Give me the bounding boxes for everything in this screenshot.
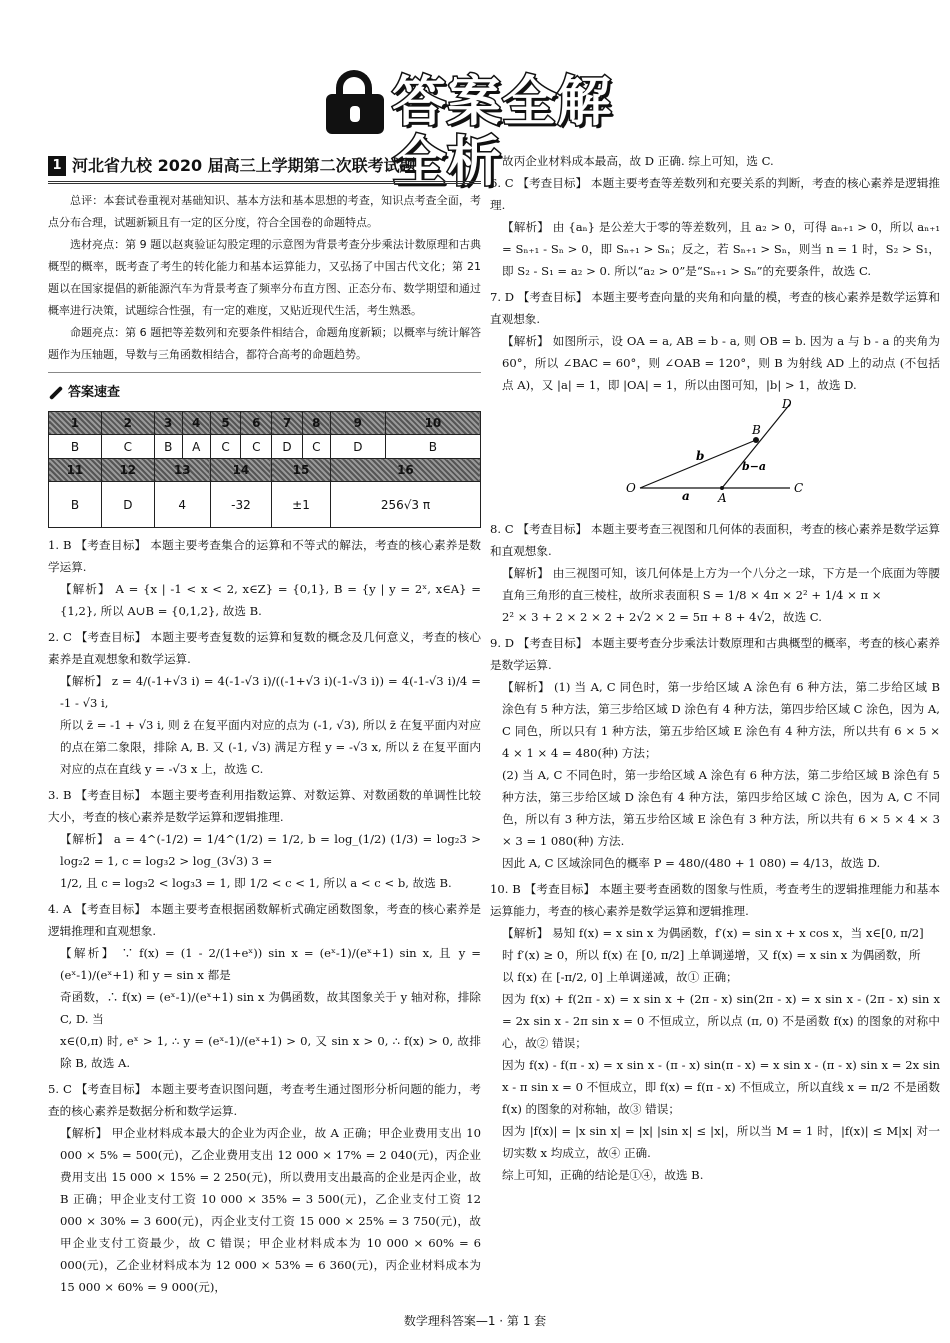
label-b-minus-a: b−a [742, 460, 767, 473]
analysis-text: 【解析】 由三视图可知，该几何体是上方为一个八分之一球，下方是一个底面为等腰直角三角形的直三棱柱，故所求表面积 S = 1/8 × 4π × 2² + 1/4 × π × [502, 566, 940, 602]
label-D: D [782, 398, 792, 411]
banner-title: 答案全解全析 [392, 70, 612, 193]
goal-text: 9. D 【考查目标】 本题主要考查分步乘法计数原理和古典概型的概率，考查的核心素养是数学运算. [490, 636, 940, 672]
summary-material: 选材亮点：第 9 题以赵爽验证勾股定理的示意图为背景考查分步乘法计数原理和古典概型的概率，既考查了考生的转化能力和基本运算能力，又弘扬了中国古代文化；第 21 题以在国家提倡的新能源汽车为背景考查了频率分布直方图、正态分布、数学期望和通过概率进行决策，试题综合性强，有一定的难度，又贴近现代生活，考生熟悉。 [48, 238, 481, 317]
summary-overall: 总评：本套试卷重视对基础知识、基本方法和基本思想的考查，知识点考查全面，考点分布合理，试题新颖且有一定的区分度，符合全国卷的命题特点。 [48, 194, 481, 229]
table-cell: ±1 [272, 482, 331, 528]
label-A: A [718, 491, 727, 503]
table-cell: -32 [210, 482, 272, 528]
answer-head-row-2 [49, 459, 481, 482]
solution-2 [48, 626, 481, 780]
analysis-text: 【解析】 a = 4^(-1/2) = 1/4^(1/2) = 1/2, b = log_(1/2) (1/3) = log₂3 > log₂2 = 1, c = log₃2 > log_(3√3) 3 = [60, 832, 481, 868]
solution-1 [48, 534, 481, 622]
table-cell: 4 [154, 482, 210, 528]
table-cell: 7 [272, 412, 303, 435]
summary-highlight: 命题亮点：第 6 题把等差数列和充要条件相结合，命题角度新颖；以概率与统计解答题作为压轴题，导数与三角函数相结合，都符合高考的命题趋势。 [48, 326, 481, 361]
quick-answer-label: 答案速查 [68, 385, 121, 400]
table-cell: B [385, 435, 480, 459]
analysis-text: 奇函数，∴ f(x) = (eˣ-1)/(eˣ+1) sin x 为偶函数，故其图象关于 y 轴对称，排除 C, D. 当 [60, 990, 481, 1026]
table-cell: 9 [330, 412, 385, 435]
table-cell: 5 [210, 412, 241, 435]
answer-value-row-2 [49, 482, 481, 528]
pen-icon [49, 386, 63, 400]
analysis-text: 以 f(x) 在 [-π/2, 0] 上单调递减，故① 正确； [502, 970, 738, 984]
analysis-text: 【解析】 易知 f(x) = x sin x 为偶函数，f′(x) = sin x + x cos x，当 x∈[0, π/2] [502, 926, 924, 940]
analysis-text: 因为 f(x) - f(π - x) = x sin x - (π - x) sin(π - x) = x sin x - (π - x) sin x = 2x sin x - π sin x = 0 不恒成立，即 f(x) = f(π - x) 不恒成立，所以直线 x = π/2 不是函数 f(x) 的图象的对称轴，故③ 错误； [502, 1058, 940, 1116]
answer-value-row-1 [49, 435, 481, 459]
point-A [720, 486, 724, 490]
right-column [490, 150, 940, 1190]
table-cell: 4 [182, 412, 210, 435]
analysis-text: 时 f′(x) ≥ 0，所以 f(x) 在 [0, π/2] 上单调递增，又 f(x) = x sin x 为偶函数，所 [502, 948, 921, 962]
table-cell: C [210, 435, 241, 459]
goal-text: 10. B 【考查目标】 本题主要考查函数的图象与性质，考查考生的逻辑推理能力和基本运算能力，考查的核心素养是数学运算和逻辑推理. [490, 882, 940, 918]
table-cell: B [49, 482, 102, 528]
label-a: a [682, 489, 690, 503]
table-cell: 6 [241, 412, 272, 435]
analysis-text: (2) 当 A, C 不同色时，第一步给区域 A 涂色有 6 种方法，第二步给区域 B 涂色有 5 种方法，第三步给区域 D 涂色有 4 种方法，第四步给区域 C 涂色，因为 A, C 不同色，所以有 3 种方法，第五步给区域 E 涂色有 3 种方法，所以共有 6 × 5 × 4 × 3 × 3 = 1 080(种) 方法. [502, 768, 940, 848]
answer-head-row-1 [49, 412, 481, 435]
solution-10 [490, 878, 940, 1186]
table-cell: 16 [330, 459, 480, 482]
solution-5 [48, 1078, 481, 1298]
left-column [48, 150, 481, 1302]
table-cell: C [101, 435, 154, 459]
label-B: B [752, 423, 761, 437]
analysis-text: 【解析】 (1) 当 A, C 同色时，第一步给区域 A 涂色有 6 种方法，第二步给区域 B 涂色有 5 种方法，第三步给区域 D 涂色有 4 种方法，第四步给区域 C 涂色，因为 A, C 同色，所以只有 1 种方法，第五步给区域 E 涂色有 4 种方法，所以共有 6 × 5 × 4 × 1 × 4 = 480(种) 方法； [502, 680, 940, 760]
goal-text: 4. A 【考查目标】 本题主要考查根据函数解析式确定函数图象，考查的核心素养是逻辑推理和直观想象. [48, 902, 481, 938]
solution-4 [48, 898, 481, 1074]
analysis-text: 因为 |f(x)| = |x sin x| = |x| |sin x| ≤ |x|，所以当 M = 1 时，|f(x)| ≤ M|x| 对一切实数 x 均成立，故④ 正确. [502, 1124, 940, 1160]
lock-icon [326, 70, 384, 134]
table-cell: C [241, 435, 272, 459]
table-cell: 10 [385, 412, 480, 435]
analysis-text: 所以 z̄ = -1 + √3 i, 则 z̄ 在复平面内对应的点为 (-1, √3), 所以 z̄ 在复平面内对应的点在第二象限，排除 A, B. 又 (-1, √3) 满足方程 y = -√3 x, 所以 z̄ 在复平面内对应的点在直线 y = -√3 x 上，故选 C. [60, 718, 481, 776]
goal-text: 7. D 【考查目标】 本题主要考查向量的夹角和向量的模，考查的核心素养是数学运算和直观想象. [490, 290, 940, 326]
solution-7 [490, 286, 940, 514]
goal-text: 5. C 【考查目标】 本题主要考查识图问题，考查考生通过图形分析问题的能力，考查的核心素养是数据分析和数学运算. [48, 1082, 481, 1118]
table-cell: 14 [210, 459, 272, 482]
point-B [753, 437, 759, 443]
analysis-text: 1/2, 且 c = log₃2 < log₃3 = 1, 即 1/2 < c < 1, 所以 a < c < b, 故选 B. [60, 876, 452, 890]
table-cell: B [154, 435, 182, 459]
analysis-text: 【解析】 ∵ f(x) = (1 - 2/(1+eˣ)) sin x = (eˣ-1)/(eˣ+1) sin x, 且 y = (eˣ-1)/(eˣ+1) 和 y = sin x 都是 [60, 946, 481, 982]
table-cell: 11 [49, 459, 102, 482]
paper-title [48, 150, 481, 184]
table-cell: D [272, 435, 303, 459]
analysis-text: 【解析】 由 {aₙ} 是公差大于零的等差数列，且 a₂ > 0，可得 aₙ₊₁ > 0，所以 aₙ₊₁ = Sₙ₊₁ - Sₙ > 0，即 Sₙ₊₁ > Sₙ；反之，若 Sₙ₊₁ > Sₙ，则当 n = 1 时，S₂ > S₁，即 S₂ - S₁ = a₂ > 0. 所以“a₂ > 0”是“Sₙ₊₁ > Sₙ”的充要条件，故选 C. [502, 220, 940, 278]
continued-text: 故丙企业材料成本最高，故 D 正确. 综上可知，选 C. [502, 154, 774, 168]
solution-9 [490, 632, 940, 874]
analysis-text: 【解析】 z = 4/(-1+√3 i) = 4(-1-√3 i)/((-1+√3 i)(-1-√3 i)) = 4(-1-√3 i)/4 = -1 - √3 i, [60, 674, 481, 710]
analysis-text: 综上可知，正确的结论是①④，故选 B. [502, 1168, 704, 1182]
line-AD [722, 404, 790, 488]
table-cell: 8 [302, 412, 330, 435]
goal-text: 8. C 【考查目标】 本题主要考查三视图和几何体的表面积，考查的核心素养是数学运算和直观想象. [490, 522, 940, 558]
paper-title-text: 河北省九校 2020 届高三上学期第二次联考试题 [72, 155, 416, 175]
table-cell: C [302, 435, 330, 459]
analysis-text: 【解析】 甲企业材料成本最大的企业为丙企业，故 A 正确；甲企业费用支出 10 000 × 5% = 500(元)，乙企业费用支出 12 000 × 17% = 2 040(元)，丙企业费用支出 15 000 × 15% = 2 250(元)，所以费用支出最高的企业是丙企业，故 B 正确；甲企业支付工资 10 000 × 35% = 3 500(元)，乙企业支付工资 12 000 × 30% = 3 600(元)，丙企业支付工资 15 000 × 25% = 3 750(元)，故甲企业支付工资最少，故 C 错误；甲企业材料成本为 10 000 × 60% = 6 000(元)，乙企业材料成本为 12 000 × 53% = 6 360(元)，丙企业材料成本为 15 000 × 60% = 9 000(元)， [60, 1126, 481, 1294]
analysis-text: 因为 f(x) + f(2π - x) = x sin x + (2π - x) sin(2π - x) = x sin x - (2π - x) sin x = 2x sin x - 2π sin x = 0 不恒成立，所以点 (π, 0) 不是函数 f(x) 的图象的对称中心，故② 错误； [502, 992, 940, 1050]
table-cell: 13 [154, 459, 210, 482]
table-cell: 256√3 π [330, 482, 480, 528]
analysis-text: 【解析】 如图所示，设 OA = a, AB = b - a, 则 OB = b. 因为 a 与 b - a 的夹角为 60°，所以 ∠BAC = 60°，则 ∠OAB = 120°，则 B 为射线 AD 上的动点 (不包括点 A)，又 |a| = 1，即 |OA| = 1，所以由图可知，|b| > 1，故选 D. [502, 334, 940, 392]
table-cell: 1 [49, 412, 102, 435]
summary [48, 190, 481, 373]
analysis-text: 2² × 3 + 2 × 2 × 2 + 2√2 × 2 = 5π + 8 + 4√2，故选 C. [502, 610, 822, 624]
table-cell: 12 [101, 459, 154, 482]
table-cell: D [330, 435, 385, 459]
answer-table [48, 411, 481, 528]
table-cell: 15 [272, 459, 331, 482]
table-cell: D [101, 482, 154, 528]
paper-number: 1 [48, 156, 66, 176]
goal-text: 2. C 【考查目标】 本题主要考查复数的运算和复数的概念及几何意义，考查的核心素养是直观想象和数学运算. [48, 630, 481, 666]
label-C: C [794, 481, 804, 495]
table-cell: B [49, 435, 102, 459]
goal-text: 1. B 【考查目标】 本题主要考查集合的运算和不等式的解法，考查的核心素养是数学运算. [48, 538, 481, 574]
vector-figure [490, 398, 940, 503]
solution-8 [490, 518, 940, 628]
solution-6 [490, 172, 940, 282]
analysis-text: 因此 A, C 区域涂同色的概率 P = 480/(480 + 1 080) = 4/13，故选 D. [502, 856, 881, 870]
goal-text: 6. C 【考查目标】 本题主要考查等差数列和充要关系的判断，考查的核心素养是逻辑推理. [490, 176, 940, 212]
line-OB [640, 440, 756, 488]
goal-text: 3. B 【考查目标】 本题主要考查利用指数运算、对数运算、对数函数的单调性比较大小，考查的核心素养是数学运算和逻辑推理. [48, 788, 481, 824]
label-O: O [626, 481, 636, 495]
analysis-text: x∈(0,π) 时, eˣ > 1, ∴ y = (eˣ-1)/(eˣ+1) > 0, 又 sin x > 0, ∴ f(x) > 0, 故排除 B, 故选 A. [60, 1034, 481, 1070]
quick-answer-heading [48, 381, 481, 405]
table-cell: A [182, 435, 210, 459]
analysis-text: 【解析】 A = {x | -1 < x < 2, x∈Z} = {0,1}, B = {y | y = 2ˣ, x∈A} = {1,2}, 所以 A∪B = {0,1,2}, 故选 B. [60, 582, 481, 618]
table-cell: 3 [154, 412, 182, 435]
solution-3 [48, 784, 481, 894]
label-b: b [696, 449, 705, 463]
page-footer: 数学理科答案—1 · 第 1 套 [403, 1314, 547, 1328]
table-cell: 2 [101, 412, 154, 435]
